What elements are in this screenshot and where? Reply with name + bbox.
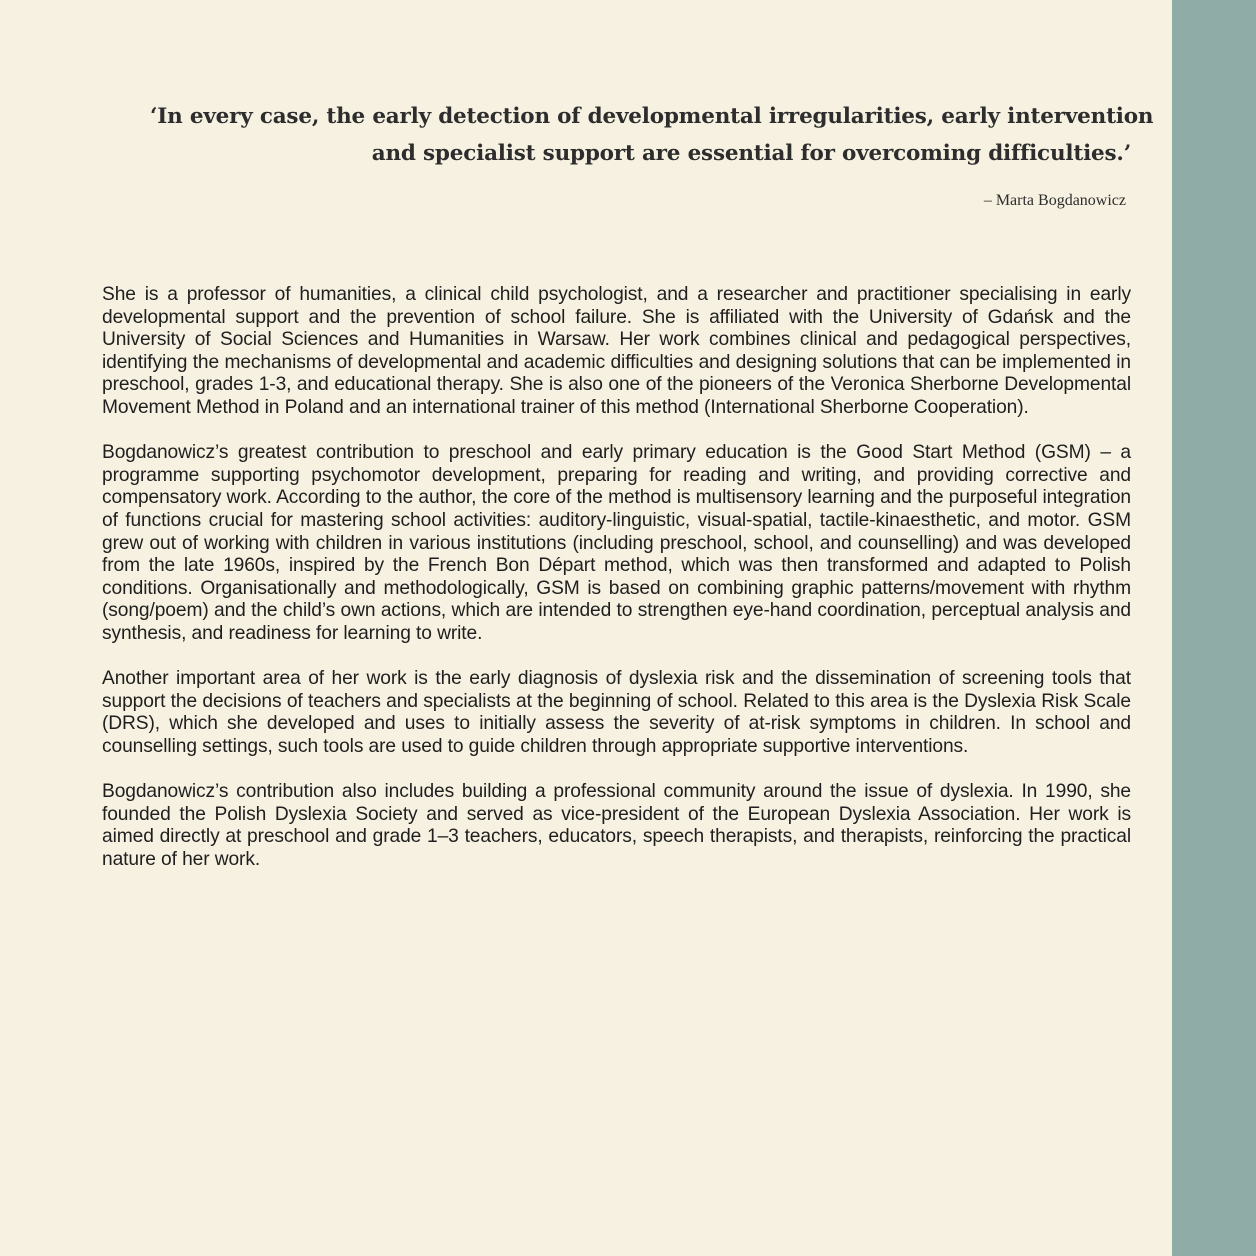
quote-text bbox=[150, 98, 1154, 172]
paragraph: She is a professor of humanities, a clinical child psychologist, and a researcher and practitioner specialising in early developmental support and the prevention of school failure. She is affiliated with the University of Gdańsk and the University of Social Sciences and Humanities in Warsaw. Her work combines clinical and pedagogical perspectives, identifying the mechanisms of developmental and academic difficulties and designing solutions that can be implemented in preschool, grades 1-3, and educational therapy. She is also one of the pioneers of the Veronica Sherborne Developmental Movement Method in Poland and an international trainer of this method (International Sherborne Cooperation). bbox=[102, 284, 1131, 418]
quote-line: and specialist support are essential for overcoming difficulties.’ bbox=[371, 141, 1131, 166]
paragraph: Another important area of her work is the early diagnosis of dyslexia risk and the dissemination of screening tools that support the decisions of teachers and specialists at the beginning of school. Related to this area is the Dyslexia Risk Scale (DRS), which she developed and uses to initially assess the severity of at-risk symptoms in children. In school and counselling settings, such tools are used to guide children through appropriate supportive interventions. bbox=[102, 668, 1131, 757]
paragraph: Bogdanowicz’s greatest contribution to preschool and early primary education is the Good Start Method (GSM) – a programme supporting psychomotor development, preparing for reading and writing, and providing corrective and compensatory work. According to the author, the core of the method is multisensory learning and the purposeful integration of functions crucial for mastering school activities: auditory-linguistic, visual-spatial, tactile-kinaesthetic, and motor. GSM grew out of working with children in various institutions (including preschool, school, and counselling) and was developed from the late 1960s, inspired by the French Bon Départ method, which was then transformed and adapted to Polish conditions. Organisationally and methodologically, GSM is based on combining graphic patterns/movement with rhythm (song/poem) and the child’s own actions, which are intended to strengthen eye-hand coordination, perceptual analysis and synthesis, and readiness for learning to write. bbox=[102, 442, 1131, 644]
biography-text bbox=[102, 284, 1131, 894]
side-color-band bbox=[1172, 0, 1256, 1256]
quote-line: ‘In every case, the early detection of developmental irregularities, early intervention bbox=[150, 104, 1154, 129]
paragraph: Bogdanowicz’s contribution also includes building a professional community around the issue of dyslexia. In 1990, she founded the Polish Dyslexia Society and served as vice-president of the European Dyslexia Association. Her work is aimed directly at preschool and grade 1–3 teachers, educators, speech therapists, and therapists, reinforcing the practical nature of her work. bbox=[102, 781, 1131, 870]
pull-quote bbox=[150, 98, 1154, 172]
quote-attribution: – Marta Bogdanowicz bbox=[983, 192, 1126, 209]
